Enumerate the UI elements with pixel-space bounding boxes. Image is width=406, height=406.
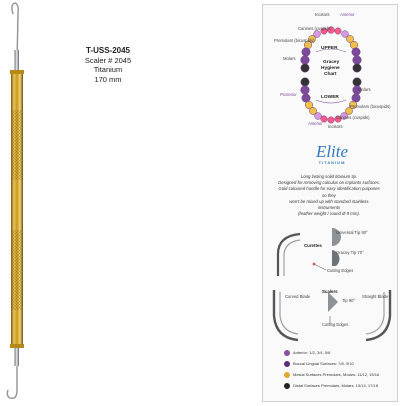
scaler-tip-label: Tip 90° bbox=[342, 298, 356, 303]
label-incisors-bottom: Incisors bbox=[328, 124, 343, 129]
legend-item bbox=[284, 360, 394, 368]
legend-color-dot bbox=[284, 361, 290, 367]
legend-item bbox=[284, 349, 394, 357]
legend-text: Distal Surfaces Premolars, Molars: 13/14, 17/18 bbox=[293, 383, 378, 388]
brand-metal: TITANIUM bbox=[318, 160, 346, 165]
handle-collar-bottom bbox=[10, 344, 24, 348]
universal-tip-label: Universal Tip 90° bbox=[336, 230, 368, 235]
scalers-title: Scalers bbox=[322, 289, 338, 294]
label-molars-left: Molars bbox=[283, 56, 296, 61]
product-code: T-USS-2045 bbox=[85, 46, 131, 55]
description-line: Long lasting solid titanium tip. bbox=[300, 174, 358, 179]
legend-color-dot bbox=[284, 350, 290, 356]
bottom-shank bbox=[15, 348, 20, 366]
label-molars-right: Molars bbox=[358, 87, 371, 92]
length: 170 mm bbox=[94, 74, 122, 84]
curettes-cutting-edges-label: Cutting Edges bbox=[327, 268, 354, 273]
label-posterior-left: Posterior bbox=[280, 92, 297, 97]
handle-collar-top bbox=[10, 70, 24, 74]
knurled-grip-upper bbox=[11, 110, 23, 180]
product-description bbox=[278, 174, 380, 218]
lower-label: LOWER bbox=[321, 95, 339, 100]
legend-item bbox=[284, 371, 394, 379]
label-incisors-top: Incisors bbox=[315, 12, 330, 17]
scaler-number: Scaler # 2045 bbox=[84, 56, 132, 65]
description-line: Gold coloured handle for easy identification purposes so they bbox=[278, 186, 380, 198]
description-line: Designed for removing calculus on implants surfaces. bbox=[278, 180, 380, 186]
label-anterior-bottom: Anterior bbox=[308, 121, 323, 126]
label-premolars-top: Premolars (bicuspids) bbox=[274, 38, 315, 43]
legend-item bbox=[284, 382, 394, 390]
brand-name: Elite bbox=[315, 142, 349, 161]
label-premolars-bottom: Premolars (bicuspids) bbox=[350, 104, 391, 109]
knurled-grip-lower bbox=[11, 230, 23, 310]
bottom-working-tip bbox=[7, 366, 17, 398]
arch-divider-lower bbox=[316, 100, 346, 103]
cutting-edges-pointer bbox=[314, 264, 326, 270]
label-anterior-top: Anterior bbox=[340, 12, 355, 17]
chart-title-line-1: Gracey bbox=[323, 60, 340, 65]
curettes-title: Curettes bbox=[304, 243, 322, 248]
scaler-tip-shape bbox=[328, 292, 338, 312]
brand-logo bbox=[302, 143, 362, 165]
straight-blade-label: Straight Blade bbox=[362, 294, 389, 299]
scalers-cutting-edges-label: Cutting Edges bbox=[322, 322, 349, 327]
description-line: (feather weight / round Ø 9 mm). bbox=[297, 211, 361, 217]
chart-title-line-2: Hygiene bbox=[321, 66, 340, 71]
legend-color-dot bbox=[284, 383, 290, 389]
legend-text: Mesial Surfaces Premolars, Molars: 11/12, 15/16 bbox=[293, 372, 380, 377]
legend-color-dot bbox=[284, 372, 290, 378]
curved-blade-label: Curved Blade bbox=[285, 294, 311, 299]
legend-text: Anterior: 1/2, 3/4, 5/6 bbox=[293, 350, 331, 355]
label-canines-bottom: Canines (cuspids) bbox=[336, 115, 370, 120]
chart-title-line-3: Chart bbox=[324, 72, 337, 77]
legend-text: Buccal Lingual Surfaces: 7/8, 9/10 bbox=[293, 361, 354, 366]
upper-label: UPPER bbox=[321, 46, 338, 51]
material: Titanium bbox=[93, 65, 123, 75]
description-line: won't be mixed up with standard stainless instruments bbox=[289, 198, 369, 211]
product-label bbox=[58, 46, 158, 84]
gracey-tip-label: Gracey Tip 70° bbox=[336, 250, 364, 255]
label-canines-top: Canines (cuspids) bbox=[298, 26, 332, 31]
top-shank bbox=[15, 50, 20, 70]
